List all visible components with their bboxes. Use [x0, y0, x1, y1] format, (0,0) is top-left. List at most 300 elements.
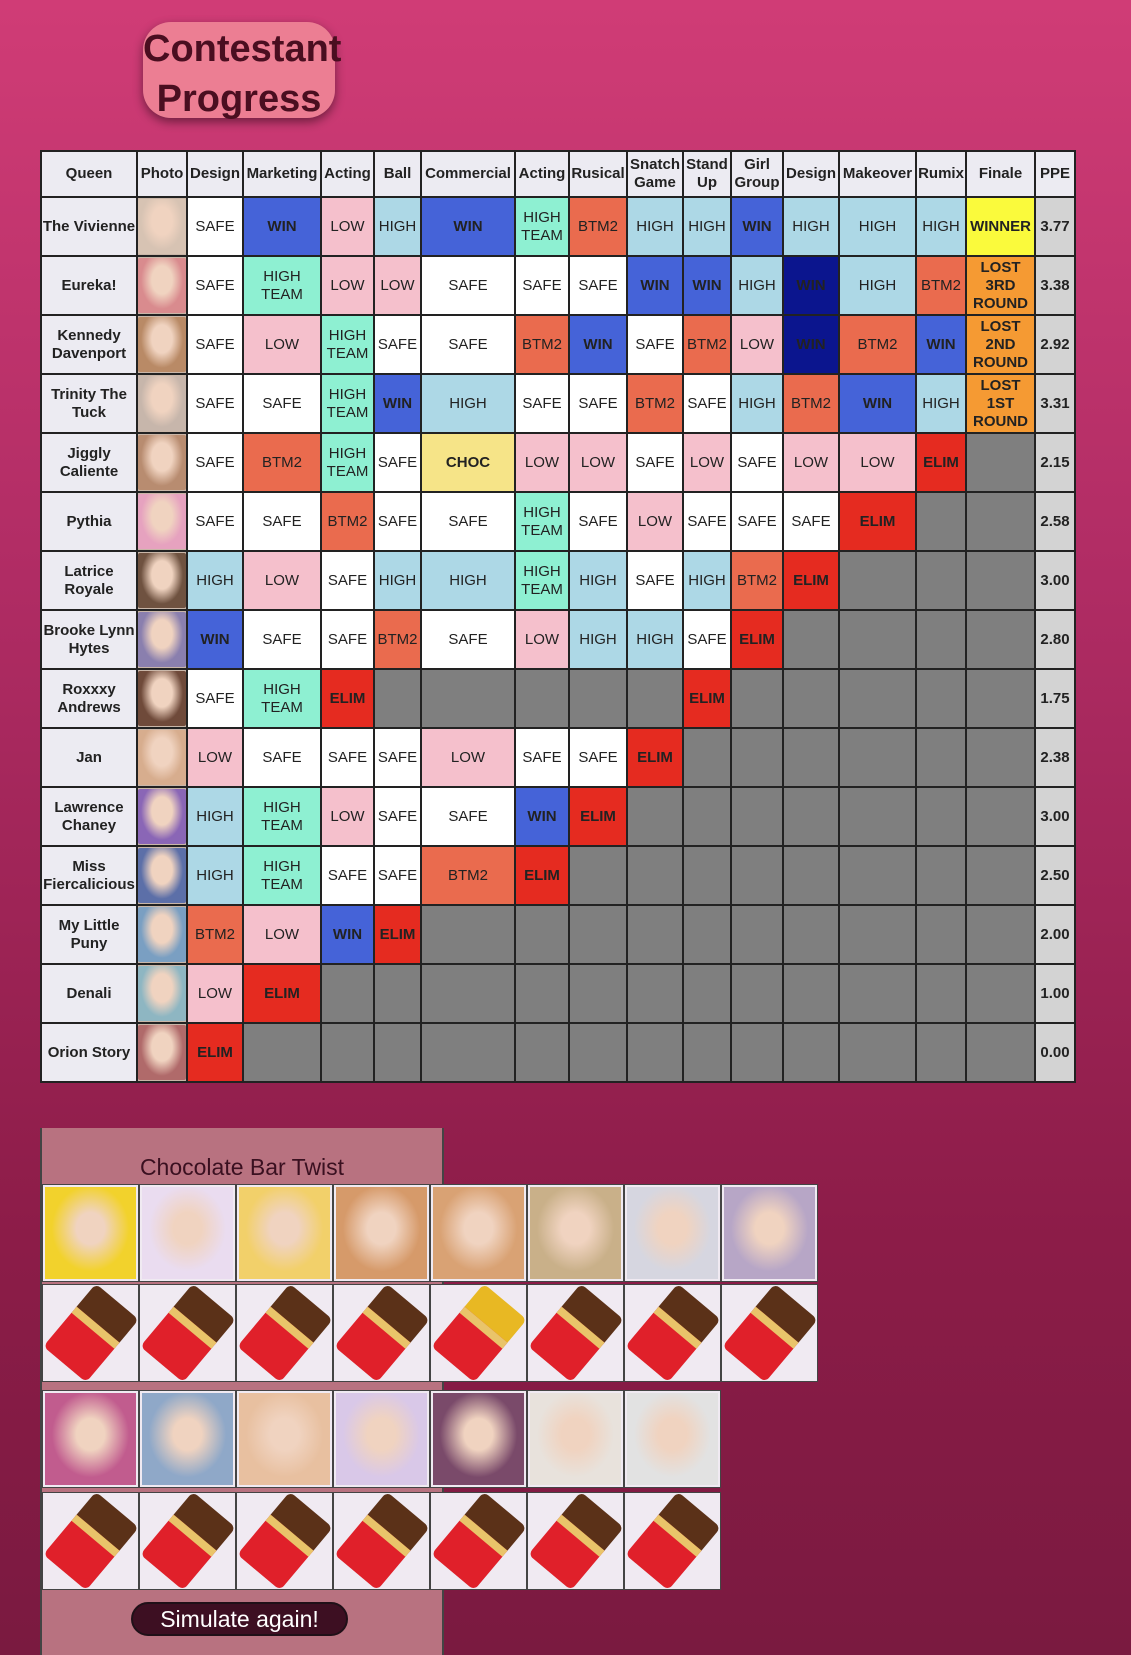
- result-cell: [916, 846, 966, 905]
- column-header: Rusical: [569, 151, 627, 197]
- ppe-cell: 1.75: [1035, 669, 1075, 728]
- result-cell: SAFE: [569, 728, 627, 787]
- result-cell: HIGH TEAM: [515, 551, 569, 610]
- queen-name: The Vivienne: [41, 197, 137, 256]
- result-cell: [569, 669, 627, 728]
- avatar: [138, 907, 186, 962]
- avatar: [239, 1393, 330, 1485]
- result-cell: ELIM: [243, 964, 321, 1023]
- result-cell: [731, 964, 783, 1023]
- avatar: [138, 966, 186, 1021]
- result-cell: [421, 905, 515, 964]
- result-cell: LOW: [569, 433, 627, 492]
- result-cell: [783, 610, 839, 669]
- result-cell: SAFE: [321, 610, 374, 669]
- column-header: Marketing: [243, 151, 321, 197]
- avatar: [138, 848, 186, 903]
- result-cell: HIGH: [421, 551, 515, 610]
- result-cell: SAFE: [187, 669, 243, 728]
- queen-photo: [137, 669, 187, 728]
- result-cell: WIN: [839, 374, 916, 433]
- result-cell: SAFE: [187, 256, 243, 315]
- result-cell: HIGH: [783, 197, 839, 256]
- result-cell: HIGH: [916, 374, 966, 433]
- result-cell: SAFE: [243, 610, 321, 669]
- queen-photo: [137, 846, 187, 905]
- result-cell: HIGH: [627, 197, 683, 256]
- result-cell: [783, 728, 839, 787]
- result-cell: [966, 433, 1035, 492]
- result-cell: SAFE: [515, 728, 569, 787]
- queen-photo: [137, 610, 187, 669]
- column-header: Snatch Game: [627, 151, 683, 197]
- result-cell: [966, 846, 1035, 905]
- result-cell: [839, 787, 916, 846]
- table-row: [41, 256, 1075, 315]
- result-cell: WIN: [627, 256, 683, 315]
- result-cell: HIGH TEAM: [243, 846, 321, 905]
- ppe-cell: 3.00: [1035, 551, 1075, 610]
- result-cell: WIN: [569, 315, 627, 374]
- result-cell: BTM2: [243, 433, 321, 492]
- result-cell: HIGH: [683, 197, 731, 256]
- result-cell: HIGH TEAM: [515, 492, 569, 551]
- result-cell: SAFE: [321, 846, 374, 905]
- result-cell: SAFE: [374, 315, 421, 374]
- queen-name: Lawrence Chaney: [41, 787, 137, 846]
- result-cell: ELIM: [731, 610, 783, 669]
- result-cell: LOW: [187, 728, 243, 787]
- result-cell: [374, 669, 421, 728]
- table-row: [41, 1023, 1075, 1082]
- result-cell: [966, 669, 1035, 728]
- column-header: Design: [187, 151, 243, 197]
- result-cell: SAFE: [187, 492, 243, 551]
- result-cell: [839, 1023, 916, 1082]
- result-cell: HIGH: [683, 551, 731, 610]
- result-cell: SAFE: [243, 374, 321, 433]
- queen-name: Orion Story: [41, 1023, 137, 1082]
- avatar: [138, 317, 186, 372]
- result-cell: SAFE: [374, 846, 421, 905]
- queen-photo: [137, 492, 187, 551]
- chocolate-bar-cell: [139, 1284, 236, 1382]
- ppe-cell: 3.31: [1035, 374, 1075, 433]
- result-cell: HIGH: [374, 551, 421, 610]
- result-cell: SAFE: [569, 492, 627, 551]
- result-cell: SAFE: [187, 374, 243, 433]
- result-cell: [783, 905, 839, 964]
- result-cell: HIGH TEAM: [321, 374, 374, 433]
- result-cell: LOW: [321, 256, 374, 315]
- avatar: [433, 1393, 524, 1485]
- result-cell: BTM2: [627, 374, 683, 433]
- chocolate-queen-photo: [721, 1184, 818, 1282]
- queen-photo: [137, 197, 187, 256]
- result-cell: [515, 1023, 569, 1082]
- result-cell: [421, 669, 515, 728]
- queen-name: Jiggly Caliente: [41, 433, 137, 492]
- avatar: [239, 1187, 330, 1279]
- result-cell: [966, 1023, 1035, 1082]
- ppe-cell: 3.77: [1035, 197, 1075, 256]
- result-cell: SAFE: [569, 256, 627, 315]
- column-header: Stand Up: [683, 151, 731, 197]
- result-cell: LOW: [243, 905, 321, 964]
- queen-name: Denali: [41, 964, 137, 1023]
- chocolate-bar-cell: [236, 1492, 333, 1590]
- chocolate-bar-cell: [139, 1492, 236, 1590]
- result-cell: SAFE: [731, 433, 783, 492]
- result-cell: LOW: [243, 551, 321, 610]
- chocolate-bar-cell: [430, 1492, 527, 1590]
- result-cell: [966, 551, 1035, 610]
- ppe-cell: 2.15: [1035, 433, 1075, 492]
- chocolate-bar-icon: [140, 1492, 236, 1590]
- chocolate-bar-icon: [237, 1284, 333, 1382]
- result-cell: HIGH: [187, 551, 243, 610]
- result-cell: [916, 787, 966, 846]
- queen-photo: [137, 905, 187, 964]
- result-cell: SAFE: [421, 315, 515, 374]
- column-header: Design: [783, 151, 839, 197]
- avatar: [138, 258, 186, 313]
- table-row: [41, 315, 1075, 374]
- result-cell: ELIM: [916, 433, 966, 492]
- chocolate-queen-photo: [333, 1184, 430, 1282]
- result-cell: LOW: [321, 197, 374, 256]
- result-cell: [839, 610, 916, 669]
- result-cell: SAFE: [243, 492, 321, 551]
- result-cell: [731, 846, 783, 905]
- result-cell: WIN: [916, 315, 966, 374]
- chocolate-queen-photo: [624, 1390, 721, 1488]
- result-cell: HIGH: [569, 610, 627, 669]
- avatar: [138, 730, 186, 785]
- chocolate-bar-row-1: [42, 1284, 818, 1382]
- result-cell: LOW: [187, 964, 243, 1023]
- avatar: [627, 1393, 718, 1485]
- result-cell: SAFE: [187, 315, 243, 374]
- result-cell: SAFE: [421, 492, 515, 551]
- queen-photo: [137, 1023, 187, 1082]
- ppe-cell: 2.38: [1035, 728, 1075, 787]
- avatar: [138, 789, 186, 844]
- chocolate-bar-cell: [527, 1284, 624, 1382]
- chocolate-queen-photo: [527, 1390, 624, 1488]
- avatar: [138, 1025, 186, 1080]
- result-cell: LOW: [421, 728, 515, 787]
- result-cell: [839, 964, 916, 1023]
- result-cell: SAFE: [683, 492, 731, 551]
- result-cell: HIGH TEAM: [515, 197, 569, 256]
- table-row: [41, 964, 1075, 1023]
- chocolate-bar-icon: [528, 1492, 624, 1590]
- chocolate-queen-photo: [527, 1184, 624, 1282]
- result-cell: [374, 1023, 421, 1082]
- result-cell: HIGH: [627, 610, 683, 669]
- result-cell: [966, 787, 1035, 846]
- queen-name: My Little Puny: [41, 905, 137, 964]
- result-cell: LOW: [731, 315, 783, 374]
- chocolate-title: Chocolate Bar Twist: [139, 1154, 345, 1180]
- result-cell: SAFE: [627, 433, 683, 492]
- chocolate-bar-cell: [624, 1284, 721, 1382]
- page-title: Contestant Progress: [143, 22, 335, 118]
- table-row: [41, 610, 1075, 669]
- result-cell: WIN: [421, 197, 515, 256]
- result-cell: ELIM: [783, 551, 839, 610]
- result-cell: WIN: [731, 197, 783, 256]
- result-cell: [916, 905, 966, 964]
- avatar: [138, 553, 186, 608]
- chocolate-queen-photo: [236, 1390, 333, 1488]
- result-cell: [627, 905, 683, 964]
- chocolate-bar-cell: [236, 1284, 333, 1382]
- result-cell: LOW: [515, 433, 569, 492]
- avatar: [138, 494, 186, 549]
- result-cell: [321, 1023, 374, 1082]
- result-cell: SAFE: [187, 197, 243, 256]
- result-cell: [243, 1023, 321, 1082]
- result-cell: LOW: [627, 492, 683, 551]
- result-cell: ELIM: [569, 787, 627, 846]
- simulate-again-button[interactable]: Simulate again!: [131, 1602, 348, 1636]
- ppe-cell: 3.00: [1035, 787, 1075, 846]
- avatar: [138, 612, 186, 667]
- result-cell: SAFE: [321, 728, 374, 787]
- chocolate-queen-photo: [430, 1184, 527, 1282]
- table-body: [41, 197, 1075, 1082]
- avatar: [627, 1187, 718, 1279]
- queen-photo: [137, 964, 187, 1023]
- result-cell: ELIM: [321, 669, 374, 728]
- table-row: [41, 551, 1075, 610]
- result-cell: HIGH: [731, 256, 783, 315]
- result-cell: [839, 551, 916, 610]
- chocolate-bar-cell: [333, 1492, 430, 1590]
- chocolate-bar-icon: [431, 1492, 527, 1590]
- result-cell: [569, 1023, 627, 1082]
- result-cell: HIGH TEAM: [243, 787, 321, 846]
- queen-photo: [137, 433, 187, 492]
- result-cell: [839, 905, 916, 964]
- chocolate-queen-photo: [139, 1184, 236, 1282]
- result-cell: LOW: [321, 787, 374, 846]
- result-cell: SAFE: [321, 551, 374, 610]
- result-cell: SAFE: [187, 433, 243, 492]
- result-cell: LOST 3RD ROUND: [966, 256, 1035, 315]
- chocolate-queen-photo: [236, 1184, 333, 1282]
- ppe-cell: 3.38: [1035, 256, 1075, 315]
- result-cell: [421, 1023, 515, 1082]
- chocolate-queen-photo: [333, 1390, 430, 1488]
- avatar: [724, 1187, 815, 1279]
- result-cell: HIGH TEAM: [321, 433, 374, 492]
- result-cell: SAFE: [569, 374, 627, 433]
- result-cell: [627, 787, 683, 846]
- table-row: [41, 669, 1075, 728]
- ppe-cell: 2.92: [1035, 315, 1075, 374]
- avatar: [433, 1187, 524, 1279]
- table-row: [41, 197, 1075, 256]
- result-cell: [966, 905, 1035, 964]
- result-cell: SAFE: [374, 492, 421, 551]
- chocolate-queen-photo: [42, 1184, 139, 1282]
- result-cell: [916, 551, 966, 610]
- column-header: PPE: [1035, 151, 1075, 197]
- result-cell: [515, 964, 569, 1023]
- ppe-cell: 1.00: [1035, 964, 1075, 1023]
- result-cell: LOW: [374, 256, 421, 315]
- chocolate-bar-cell: [721, 1284, 818, 1382]
- result-cell: LOST 2ND ROUND: [966, 315, 1035, 374]
- result-cell: [783, 846, 839, 905]
- ppe-cell: 2.00: [1035, 905, 1075, 964]
- chocolate-bar-cell: [42, 1492, 139, 1590]
- chocolate-bar-icon: [140, 1284, 236, 1382]
- result-cell: HIGH: [916, 197, 966, 256]
- chocolate-bar-cell: [527, 1492, 624, 1590]
- result-cell: HIGH: [374, 197, 421, 256]
- queen-name: Kennedy Davenport: [41, 315, 137, 374]
- result-cell: HIGH: [187, 787, 243, 846]
- result-cell: BTM2: [374, 610, 421, 669]
- result-cell: [515, 669, 569, 728]
- column-header: Acting: [321, 151, 374, 197]
- avatar: [336, 1393, 427, 1485]
- queen-photo: [137, 374, 187, 433]
- chocolate-bar-icon: [625, 1284, 721, 1382]
- result-cell: [839, 846, 916, 905]
- progress-table: [40, 150, 1076, 1083]
- result-cell: HIGH TEAM: [321, 315, 374, 374]
- result-cell: SAFE: [243, 728, 321, 787]
- column-header: Acting: [515, 151, 569, 197]
- result-cell: ELIM: [683, 669, 731, 728]
- result-cell: [839, 669, 916, 728]
- result-cell: [627, 1023, 683, 1082]
- result-cell: [916, 492, 966, 551]
- chocolate-bar-icon: [237, 1492, 333, 1590]
- ppe-cell: 2.50: [1035, 846, 1075, 905]
- column-header: Photo: [137, 151, 187, 197]
- result-cell: [839, 728, 916, 787]
- result-cell: ELIM: [374, 905, 421, 964]
- result-cell: LOW: [783, 433, 839, 492]
- result-cell: [966, 610, 1035, 669]
- result-cell: ELIM: [515, 846, 569, 905]
- result-cell: [916, 610, 966, 669]
- result-cell: [783, 964, 839, 1023]
- avatar: [336, 1187, 427, 1279]
- avatar: [138, 376, 186, 431]
- result-cell: HIGH: [839, 256, 916, 315]
- result-cell: WINNER: [966, 197, 1035, 256]
- result-cell: WIN: [243, 197, 321, 256]
- result-cell: [731, 905, 783, 964]
- queen-photo: [137, 787, 187, 846]
- result-cell: WIN: [783, 315, 839, 374]
- result-cell: BTM2: [916, 256, 966, 315]
- result-cell: SAFE: [515, 374, 569, 433]
- avatar: [45, 1393, 136, 1485]
- result-cell: CHOC: [421, 433, 515, 492]
- result-cell: HIGH: [421, 374, 515, 433]
- result-cell: HIGH: [839, 197, 916, 256]
- result-cell: LOW: [243, 315, 321, 374]
- result-cell: [683, 846, 731, 905]
- table-row: [41, 374, 1075, 433]
- result-cell: [783, 1023, 839, 1082]
- result-cell: [783, 669, 839, 728]
- column-header: Finale: [966, 151, 1035, 197]
- result-cell: [421, 964, 515, 1023]
- result-cell: [916, 669, 966, 728]
- chocolate-bar-icon: [334, 1492, 430, 1590]
- queen-photo: [137, 728, 187, 787]
- result-cell: [916, 964, 966, 1023]
- result-cell: [683, 1023, 731, 1082]
- result-cell: [731, 728, 783, 787]
- table-row: [41, 787, 1075, 846]
- result-cell: SAFE: [683, 374, 731, 433]
- result-cell: BTM2: [731, 551, 783, 610]
- table-row: [41, 905, 1075, 964]
- result-cell: [683, 905, 731, 964]
- column-header: Girl Group: [731, 151, 783, 197]
- result-cell: SAFE: [421, 610, 515, 669]
- result-cell: BTM2: [187, 905, 243, 964]
- chocolate-queen-photo: [42, 1390, 139, 1488]
- queen-name: Trinity The Tuck: [41, 374, 137, 433]
- result-cell: SAFE: [421, 256, 515, 315]
- result-cell: [627, 669, 683, 728]
- result-cell: HIGH: [569, 551, 627, 610]
- avatar: [138, 671, 186, 726]
- result-cell: SAFE: [683, 610, 731, 669]
- result-cell: [569, 846, 627, 905]
- queen-name: Latrice Royale: [41, 551, 137, 610]
- queen-photo: [137, 315, 187, 374]
- result-cell: SAFE: [627, 551, 683, 610]
- result-cell: ELIM: [839, 492, 916, 551]
- result-cell: [321, 964, 374, 1023]
- result-cell: SAFE: [627, 315, 683, 374]
- result-cell: BTM2: [321, 492, 374, 551]
- result-cell: WIN: [187, 610, 243, 669]
- result-cell: HIGH: [731, 374, 783, 433]
- chocolate-bar-cell: [333, 1284, 430, 1382]
- chocolate-queen-photo: [624, 1184, 721, 1282]
- result-cell: BTM2: [515, 315, 569, 374]
- result-cell: [683, 787, 731, 846]
- chocolate-bar-row-2: [42, 1492, 721, 1590]
- queen-photo: [137, 256, 187, 315]
- result-cell: [731, 669, 783, 728]
- result-cell: SAFE: [374, 433, 421, 492]
- column-header: Ball: [374, 151, 421, 197]
- avatar: [138, 199, 186, 254]
- chocolate-bar-icon: [43, 1284, 139, 1382]
- queen-name: Miss Fiercalicious: [41, 846, 137, 905]
- header-row: [41, 151, 1075, 197]
- result-cell: SAFE: [731, 492, 783, 551]
- table-row: [41, 728, 1075, 787]
- result-cell: SAFE: [783, 492, 839, 551]
- result-cell: [569, 964, 627, 1023]
- chocolate-queen-photo: [139, 1390, 236, 1488]
